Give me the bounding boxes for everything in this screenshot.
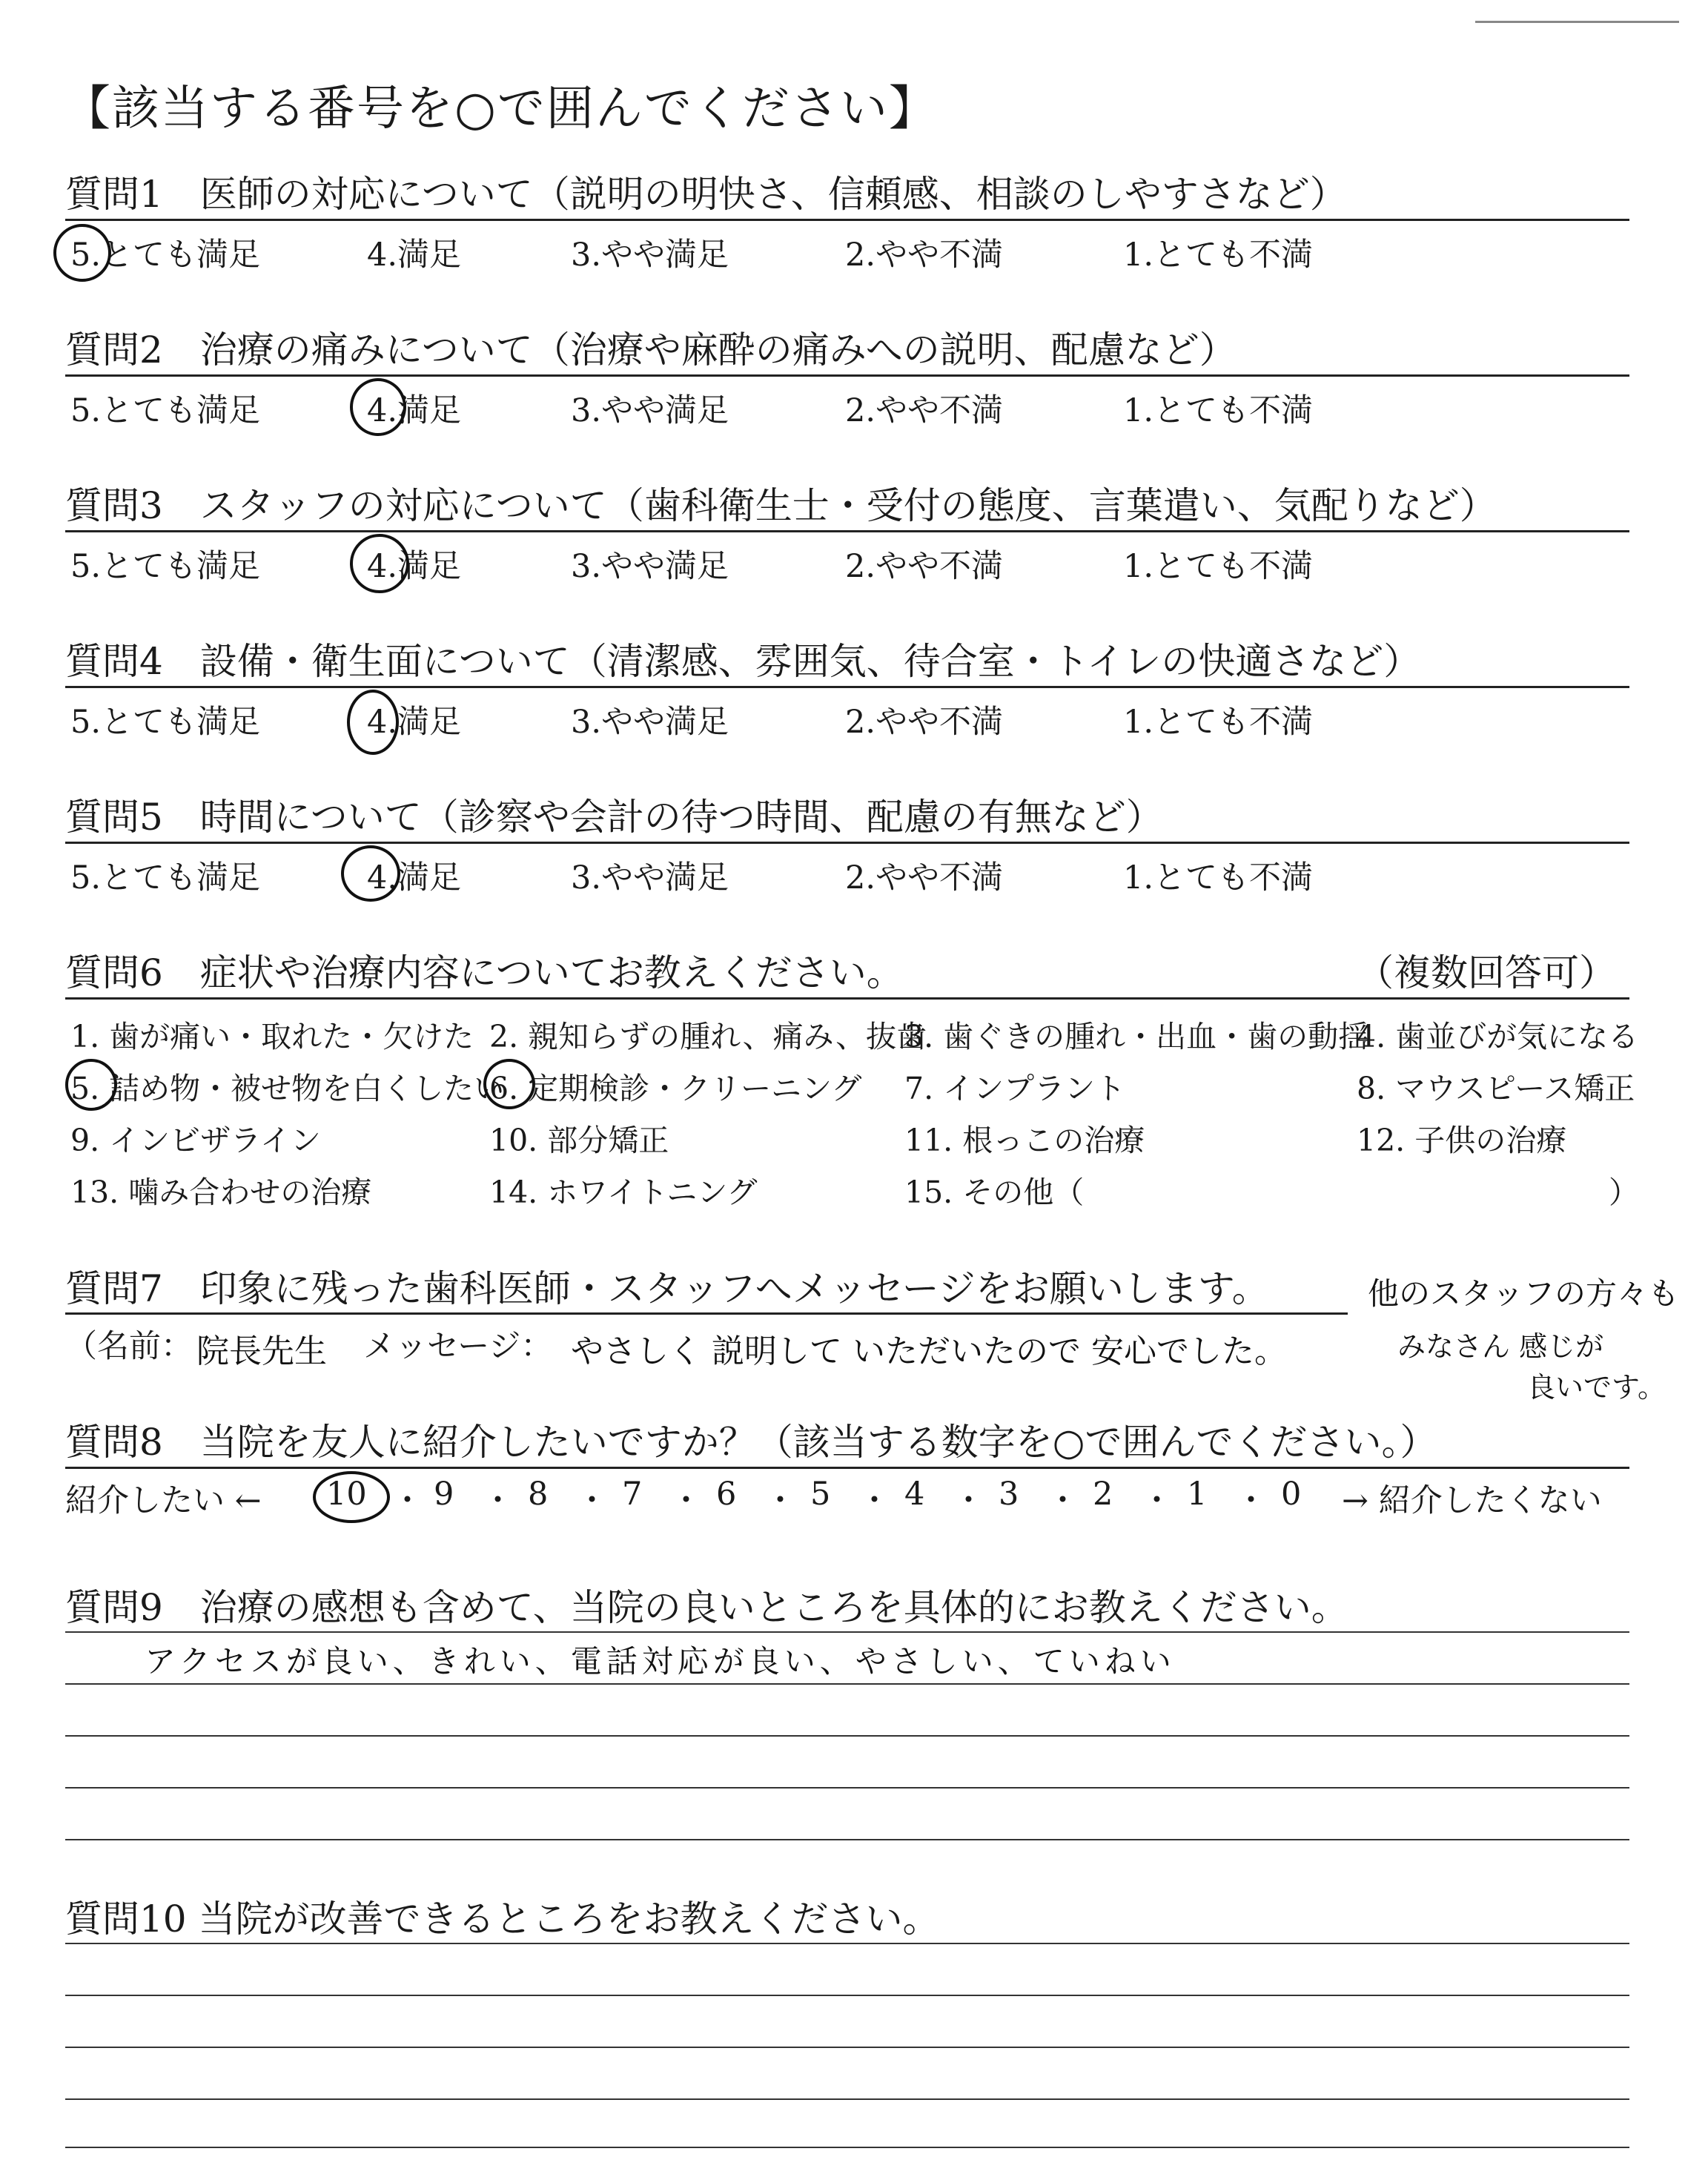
q10-line bbox=[65, 2047, 1629, 2048]
q1-option-2[interactable]: 2.やや不満 bbox=[845, 237, 1004, 274]
q2-heading: 質問2 治療の痛みについて（治療や麻酔の痛みへの説明、配慮など） bbox=[65, 328, 1237, 371]
q3-option-4[interactable]: 4.満足 bbox=[367, 548, 462, 585]
q1-heading: 質問1 医師の対応について（説明の明快さ、信頼感、相談のしやすさなど） bbox=[65, 173, 1347, 216]
q9-answer: アクセスが良い、きれい、電話対応が良い、やさしい、ていねい bbox=[145, 1643, 1176, 1680]
q8-dot: ・ bbox=[764, 1482, 796, 1519]
form-title: 【該当する番号を○で囲んでください】 bbox=[63, 82, 938, 136]
q8-dot: ・ bbox=[670, 1482, 702, 1519]
q1-option-1[interactable]: 1.とても不満 bbox=[1123, 237, 1314, 274]
q5-selection-circle bbox=[341, 845, 400, 902]
q8-selection-circle bbox=[313, 1471, 390, 1523]
q6-option-10[interactable]: 10. 部分矯正 bbox=[489, 1123, 669, 1158]
q5-option-4[interactable]: 4.満足 bbox=[367, 859, 462, 896]
q1-option-3[interactable]: 3.やや満足 bbox=[571, 237, 729, 274]
q8-heading: 質問8 当院を友人に紹介したいですか？（該当する数字を○で囲んでください。） bbox=[65, 1421, 1437, 1464]
q2-selection-circle bbox=[350, 378, 406, 436]
q6-option-6[interactable]: 6. 定期検診・クリーニング bbox=[489, 1071, 862, 1106]
q5-option-3[interactable]: 3.やや満足 bbox=[571, 859, 729, 896]
q9-line bbox=[65, 1839, 1629, 1840]
q10-line bbox=[65, 2147, 1629, 2148]
scan-edge-line bbox=[1475, 21, 1679, 23]
q2-option-1[interactable]: 1.とても不満 bbox=[1123, 392, 1314, 429]
q4-option-1[interactable]: 1.とても不満 bbox=[1123, 704, 1314, 741]
q10-line bbox=[65, 1943, 1629, 1944]
q3-rule bbox=[65, 530, 1629, 532]
q7-name-label: （名前： bbox=[65, 1328, 193, 1365]
q8-score-3[interactable]: 3 bbox=[999, 1476, 1019, 1513]
q5-heading: 質問5 時間について（診察や会計の待つ時間、配慮の有無など） bbox=[65, 796, 1163, 839]
q4-option-2[interactable]: 2.やや不満 bbox=[845, 704, 1004, 741]
q8-dot: ・ bbox=[1141, 1482, 1173, 1519]
q6-option-6-circle bbox=[483, 1059, 535, 1109]
q8-dot: ・ bbox=[1235, 1482, 1267, 1519]
q9-line bbox=[65, 1735, 1629, 1737]
q8-dot: ・ bbox=[482, 1482, 514, 1519]
q8-right-label: → 紹介したくない bbox=[1342, 1482, 1602, 1519]
q6-option-2[interactable]: 2. 親知らずの腫れ、痛み、抜歯 bbox=[489, 1019, 927, 1054]
q8-score-4[interactable]: 4 bbox=[904, 1476, 925, 1513]
q5-option-1[interactable]: 1.とても不満 bbox=[1123, 859, 1314, 896]
q6-option-12[interactable]: 12. 子供の治療 bbox=[1357, 1123, 1567, 1158]
q7-rule bbox=[65, 1312, 1348, 1315]
q6-option-5-circle bbox=[65, 1059, 117, 1111]
q2-option-4[interactable]: 4.満足 bbox=[367, 392, 462, 429]
q9-line bbox=[65, 1631, 1629, 1633]
q3-option-5[interactable]: 5.とても満足 bbox=[70, 548, 261, 585]
q8-dot: ・ bbox=[1047, 1482, 1079, 1519]
q6-option-3[interactable]: 3. 歯ぐきの腫れ・出血・歯の動揺 bbox=[904, 1019, 1369, 1054]
q8-left-label: 紹介したい ← bbox=[65, 1482, 262, 1519]
q6-heading: 質問6 症状や治療内容についてお教えください。 bbox=[65, 951, 904, 994]
q8-dot: ・ bbox=[576, 1482, 608, 1519]
q5-option-2[interactable]: 2.やや不満 bbox=[845, 859, 1004, 896]
q6-option-7[interactable]: 7. インプラント bbox=[904, 1071, 1126, 1106]
q1-option-4[interactable]: 4.満足 bbox=[367, 237, 462, 274]
q8-dot: ・ bbox=[953, 1482, 984, 1519]
q3-selection-circle bbox=[350, 534, 409, 593]
q2-option-2[interactable]: 2.やや不満 bbox=[845, 392, 1004, 429]
q10-heading: 質問10 当院が改善できるところをお教えください。 bbox=[65, 1898, 940, 1941]
q6-rule bbox=[65, 997, 1629, 1000]
q7-extra-line-3: 良いです。 bbox=[1527, 1371, 1666, 1404]
q8-score-1[interactable]: 1 bbox=[1187, 1476, 1208, 1513]
q6-option-9[interactable]: 9. インビザライン bbox=[70, 1123, 321, 1158]
q4-option-5[interactable]: 5.とても満足 bbox=[70, 704, 261, 741]
q2-option-3[interactable]: 3.やや満足 bbox=[571, 392, 729, 429]
q7-heading: 質問7 印象に残った歯科医師・スタッフへメッセージをお願いします。 bbox=[65, 1267, 1269, 1310]
q8-score-7[interactable]: 7 bbox=[622, 1476, 643, 1513]
q10-line bbox=[65, 1995, 1629, 1996]
q1-selection-circle bbox=[53, 224, 111, 282]
q9-heading: 質問9 治療の感想も含めて、当院の良いところを具体的にお教えください。 bbox=[65, 1586, 1348, 1629]
q8-rule bbox=[65, 1467, 1629, 1469]
q2-option-5[interactable]: 5.とても満足 bbox=[70, 392, 261, 429]
q6-option-5[interactable]: 5. 詰め物・被せ物を白くしたい bbox=[70, 1071, 505, 1106]
q3-option-2[interactable]: 2.やや不満 bbox=[845, 548, 1004, 585]
q8-score-5[interactable]: 5 bbox=[810, 1476, 831, 1513]
q10-line bbox=[65, 2098, 1629, 2100]
q4-heading: 質問4 設備・衛生面について（清潔感、雰囲気、待合室・トイレの快適さなど） bbox=[65, 640, 1421, 683]
q9-line bbox=[65, 1787, 1629, 1789]
q7-extra-line-1: 他のスタッフの方々も bbox=[1368, 1275, 1680, 1312]
q8-dot: ・ bbox=[391, 1482, 423, 1519]
q5-option-5[interactable]: 5.とても満足 bbox=[70, 859, 261, 896]
q6-option-1[interactable]: 1. 歯が痛い・取れた・欠けた bbox=[70, 1019, 474, 1054]
q8-score-9[interactable]: 9 bbox=[434, 1476, 454, 1513]
q6-option-11[interactable]: 11. 根っこの治療 bbox=[904, 1123, 1145, 1158]
q8-score-0[interactable]: 0 bbox=[1281, 1476, 1302, 1513]
q7-name-value: 院長先生 bbox=[196, 1332, 327, 1370]
q4-option-4[interactable]: 4.満足 bbox=[367, 704, 462, 741]
q1-option-5[interactable]: 5.とても満足 bbox=[70, 237, 261, 274]
q4-selection-circle bbox=[347, 690, 399, 755]
q8-dot: ・ bbox=[858, 1482, 890, 1519]
q6-option-4[interactable]: 4. 歯並びが気になる bbox=[1357, 1019, 1639, 1054]
q4-rule bbox=[65, 686, 1629, 688]
q6-other-close: ） bbox=[1609, 1175, 1639, 1210]
q6-option-14[interactable]: 14. ホワイトニング bbox=[489, 1175, 758, 1210]
q8-score-10[interactable]: 10 bbox=[326, 1476, 367, 1513]
q6-option-15[interactable]: 15. その他（ bbox=[904, 1175, 1085, 1210]
q3-heading: 質問3 スタッフの対応について（歯科衛生士・受付の態度、言葉遣い、気配りなど） bbox=[65, 484, 1497, 527]
q1-rule bbox=[65, 219, 1629, 221]
q5-rule bbox=[65, 842, 1629, 844]
q9-line bbox=[65, 1683, 1629, 1685]
q8-score-6[interactable]: 6 bbox=[716, 1476, 737, 1513]
q7-message-label: メッセージ： bbox=[363, 1328, 553, 1365]
q3-option-3[interactable]: 3.やや満足 bbox=[571, 548, 729, 585]
q7-extra-line-2: みなさん 感じが bbox=[1397, 1330, 1604, 1363]
q6-multiple-note: （複数回答可） bbox=[1357, 951, 1616, 994]
q3-option-1[interactable]: 1.とても不満 bbox=[1123, 548, 1314, 585]
q4-option-3[interactable]: 3.やや満足 bbox=[571, 704, 729, 741]
q2-rule bbox=[65, 374, 1629, 377]
q7-message-value: やさしく 説明して いただいたので 安心でした。 bbox=[571, 1332, 1287, 1370]
q8-score-2[interactable]: 2 bbox=[1093, 1476, 1113, 1513]
q8-score-8[interactable]: 8 bbox=[528, 1476, 549, 1513]
q6-option-13[interactable]: 13. 噛み合わせの治療 bbox=[70, 1175, 372, 1210]
q6-option-8[interactable]: 8. マウスピース矯正 bbox=[1357, 1071, 1635, 1106]
